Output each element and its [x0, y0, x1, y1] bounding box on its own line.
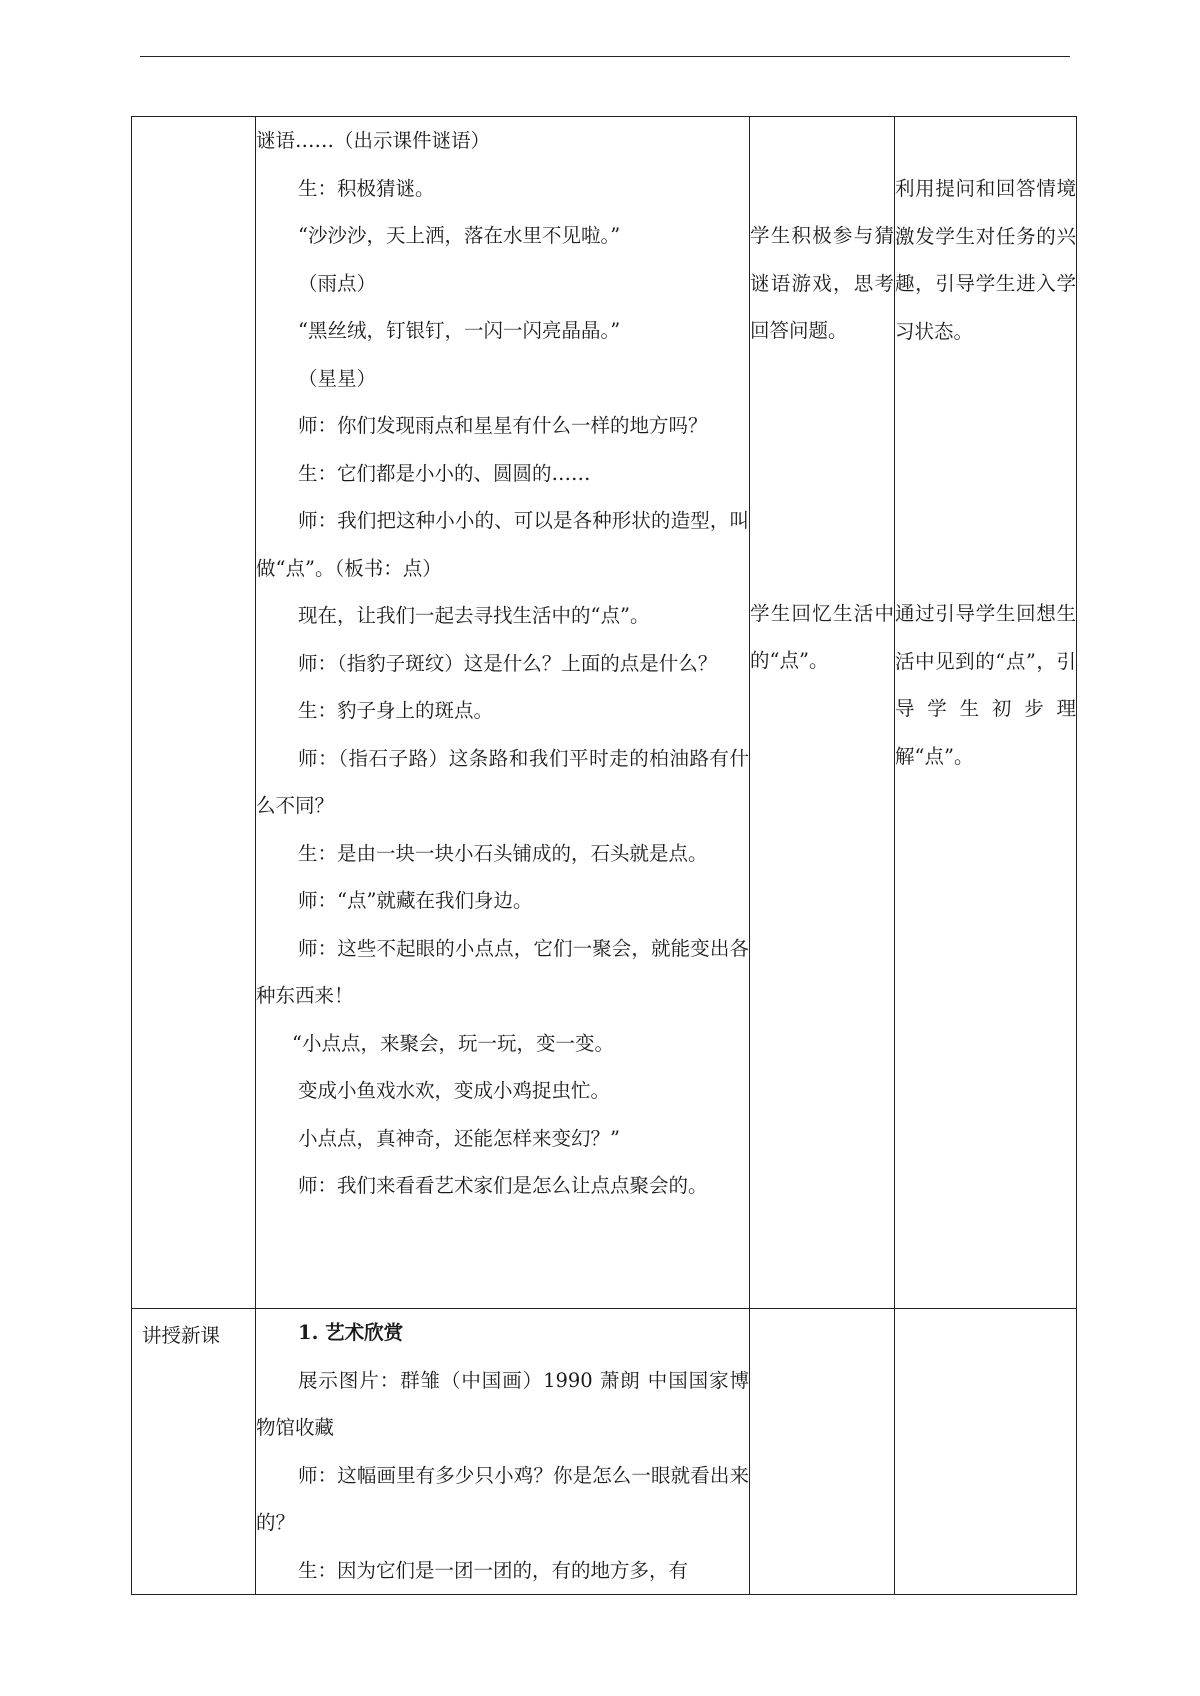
text-line: “小点点，来聚会，玩一玩，变一变。 — [292, 1031, 614, 1055]
text-line: 生：豹子身上的斑点。 — [298, 699, 494, 722]
student-activity-text: 学生回忆生活中的“点”。 — [750, 601, 894, 672]
text-line: 生：它们都是小小的、圆圆的…… — [298, 461, 591, 485]
text-line: 师：这幅画里有多少只小鸡？你是怎么一眼就看出来的？ — [256, 1463, 749, 1534]
section-heading: 1. 艺术欣赏 — [298, 1321, 404, 1344]
table-row — [132, 117, 1077, 1309]
design-intent-cell — [895, 117, 1077, 1309]
teacher-activity-cell — [256, 117, 750, 1309]
text-line: （星星） — [298, 366, 377, 390]
text-line: 师：我们来看看艺术家们是怎么让点点聚会的。 — [298, 1174, 708, 1197]
text-line: 师：“点”就藏在我们身边。 — [298, 889, 533, 912]
design-intent-cell — [895, 1309, 1077, 1595]
table-row — [132, 1309, 1077, 1595]
design-intent-text: 利用提问和回答情境激发学生对任务的兴趣，引导学生进入学习状态。 — [895, 177, 1076, 343]
text-line: 现在，让我们一起去寻找生活中的“点”。 — [298, 604, 650, 627]
stage-label: 讲授新课 — [142, 1324, 221, 1347]
stage-cell — [132, 117, 256, 1309]
text-line: “沙沙沙，天上洒，落在水里不见啦。” — [298, 224, 621, 247]
student-activity-cell — [750, 117, 895, 1309]
text-line: 小点点，真神奇，还能怎样来变幻？” — [298, 1126, 620, 1150]
text-line: 谜语……（出示课件谜语） — [256, 129, 491, 152]
design-intent-text: 通过引导学生回想生活中见到的“点”，引导学生初步理解“点”。 — [895, 602, 1076, 768]
text-line: 生：是由一块一块小石头铺成的，石头就是点。 — [298, 841, 708, 865]
text-line: 生：积极猜谜。 — [298, 176, 435, 200]
student-activity-text: 学生积极参与猜谜语游戏，思考回答问题。 — [750, 224, 894, 342]
text-line: 展示图片：群雏（中国画）1990 萧朗 中国国家博物馆收藏 — [256, 1368, 749, 1439]
text-line: （雨点） — [298, 271, 377, 295]
header-rule — [140, 56, 1070, 57]
teacher-activity-cell — [256, 1309, 750, 1595]
text-line: 师：这些不起眼的小点点，它们一聚会，就能变出各种东西来！ — [256, 936, 749, 1007]
stage-cell — [132, 1309, 256, 1595]
text-line: “黑丝绒，钉银钉，一闪一闪亮晶晶。” — [298, 319, 621, 342]
text-line: 变成小鱼戏水欢，变成小鸡捉虫忙。 — [298, 1079, 611, 1102]
student-activity-cell — [750, 1309, 895, 1595]
lesson-plan-table — [131, 116, 1077, 1595]
text-line: 师：我们把这种小小的、可以是各种形状的造型，叫做“点”。（板书：点） — [256, 509, 749, 580]
text-line: 师：（指豹子斑纹）这是什么？上面的点是什么？ — [298, 651, 718, 675]
text-line: 师：（指石子路）这条路和我们平时走的柏油路有什么不同？ — [256, 746, 749, 817]
text-line: 生：因为它们是一团一团的，有的地方多，有 — [298, 1558, 689, 1582]
text-line: 师：你们发现雨点和星星有什么一样的地方吗？ — [298, 414, 708, 437]
